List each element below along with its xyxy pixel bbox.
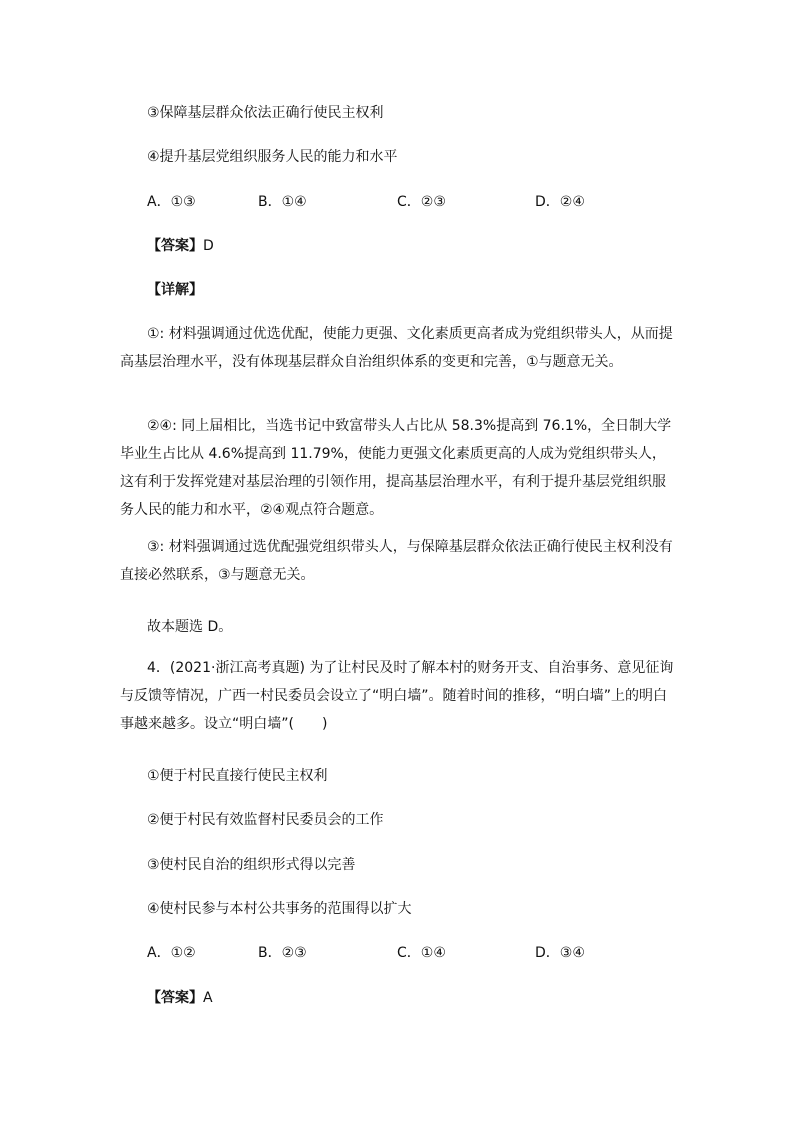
- q3-detail-paragraph-1: ①: 材料强调通过优选优配，使能力更强、文化素质更高者成为党组织带头人，从而提高基层治理水平，没有体现基层群众自治组织体系的变更和完善，①与题意无关。: [120, 326, 673, 370]
- q4-option-a: A．①②: [147, 945, 196, 961]
- q4-option-b: B．②③: [258, 945, 307, 961]
- q3-option-d: D．②④: [535, 194, 585, 210]
- q4-item-3: ③使村民自治的组织形式得以完善: [147, 857, 356, 873]
- answer-value: D: [203, 238, 214, 254]
- q3-option-c: C．②③: [397, 194, 446, 210]
- q3-answer: [147, 236, 214, 256]
- q3-option-b: B．①④: [258, 194, 307, 210]
- q4-option-c: C．①④: [397, 945, 446, 961]
- q3-detail-paragraph-2: ②④: 同上届相比，当选书记中致富带头人占比从 58.3%提高到 76.1%，全日制大学毕业生占比从 4.6%提高到 11.79%，使能力更强文化素质更高的人成为党组织带头人，这有利于发挥党建对基层治理的引领作用，提高基层治理水平，有利于提升基层党组织服务人民的能力和水平，②④观点符合题意。: [120, 418, 672, 518]
- q4-item-4: ④使村民参与本村公共事务的范围得以扩大: [147, 901, 412, 917]
- q3-conclusion: 故本题选 D。: [147, 619, 233, 635]
- answer-value: A: [203, 990, 213, 1006]
- q4-item-1: ①便于村民直接行使民主权利: [147, 768, 328, 784]
- q4-option-d: D．③④: [535, 945, 585, 961]
- q4-answer: [147, 988, 213, 1008]
- q4-item-2: ②便于村民有效监督村民委员会的工作: [147, 812, 384, 828]
- answer-label: 【答案】: [147, 238, 203, 254]
- q3-item-4: ④提升基层党组织服务人民的能力和水平: [147, 149, 398, 165]
- q3-detail-label: 【详解】: [147, 282, 203, 298]
- q4-stem: 4．(2021·浙江高考真题) 为了让村民及时了解本村的财务开支、自治事务、意见征询与反馈等情况，广西一村民委员会设立了“明白墙”。随着时间的推移，“明白墙”上的明白事越来越多。设立“明白墙”( ): [120, 660, 674, 732]
- q3-option-a: A．①③: [147, 194, 196, 210]
- q3-item-3: ③保障基层群众依法正确行使民主权利: [147, 105, 384, 121]
- q3-detail-paragraph-3: ③: 材料强调通过选优配强党组织带头人，与保障基层群众依法正确行使民主权利没有直接必然联系，③与题意无关。: [120, 539, 673, 583]
- answer-label: 【答案】: [147, 990, 203, 1006]
